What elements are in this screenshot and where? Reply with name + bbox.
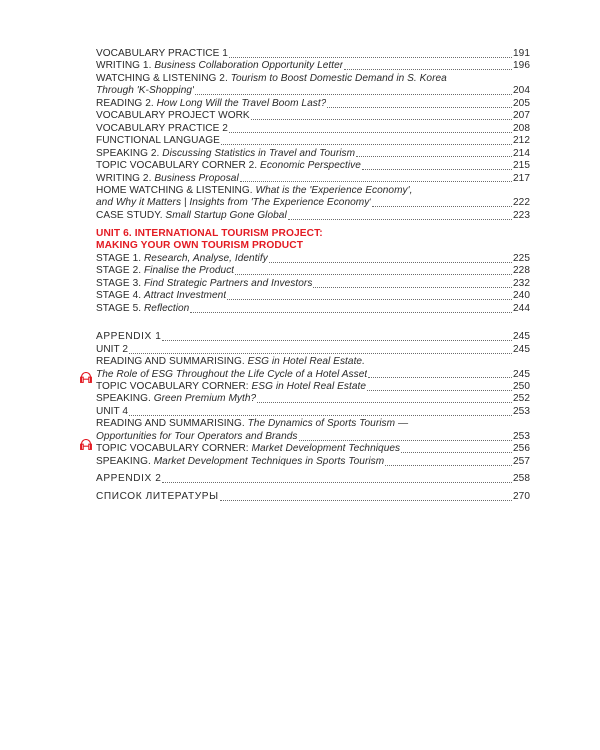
dot-leader (240, 181, 512, 182)
toc-page-number: 245 (513, 368, 530, 380)
toc-entry-title (96, 265, 234, 277)
dot-leader (344, 69, 512, 70)
toc-entry[interactable] (96, 356, 530, 381)
dot-leader (220, 500, 512, 501)
toc-entry[interactable] (96, 443, 530, 455)
toc-entry-title (96, 456, 384, 468)
toc-entry-label: STAGE 5. (96, 302, 144, 314)
toc-entry-line (96, 443, 530, 455)
toc-page-number: 228 (513, 265, 530, 277)
toc-entry[interactable] (96, 185, 530, 210)
dot-leader (227, 299, 512, 300)
toc-entry-subtitle: Attract Investment (143, 290, 227, 302)
toc-entry-appendix-2[interactable] (96, 473, 530, 485)
toc-entry-subtitle: Small Startup Gone Global (165, 209, 287, 221)
toc-entry[interactable] (96, 110, 530, 122)
toc-page-number: 215 (513, 160, 530, 172)
toc-entry-line (96, 210, 530, 222)
toc-entry-label: UNIT 2 (96, 343, 129, 355)
toc-entry-line (96, 135, 530, 147)
dot-leader (235, 274, 512, 275)
toc-entry[interactable] (96, 265, 530, 277)
toc-entry[interactable] (96, 253, 530, 265)
toc-entry[interactable] (96, 123, 530, 135)
toc-entry-line (96, 381, 530, 393)
toc-entry-subtitle: Business Proposal (154, 172, 239, 184)
dot-leader (190, 312, 512, 313)
toc-entry-line (96, 60, 530, 72)
toc-entry-subtitle: Tourism to Boost Domestic Demand in S. Korea (230, 72, 447, 84)
toc-entry-first-line (96, 185, 530, 197)
toc-entry-title (96, 253, 268, 265)
toc-entry[interactable] (96, 303, 530, 315)
toc-entry[interactable] (96, 98, 530, 110)
unit-6-heading-line1: UNIT 6. INTERNATIONAL TOURISM PROJECT: (96, 228, 323, 240)
toc-entry-title: APPENDIX 2 (96, 473, 162, 485)
toc-entry-subtitle: ESG in Hotel Real Estate. (247, 356, 365, 368)
toc-entry-label: STAGE 2. (96, 265, 144, 277)
toc-entry-subtitle: Business Collaboration Opportunity Letter (154, 60, 344, 72)
toc-entry-first-line (96, 356, 530, 368)
toc-entry-subtitle: The Dynamics of Sports Tourism — (247, 418, 409, 430)
toc-entry-title (96, 123, 228, 135)
toc-entry-title (96, 406, 128, 418)
toc-page-number: 232 (513, 277, 530, 289)
toc-entry-label: WATCHING & LISTENING 2. (96, 72, 231, 84)
toc-entry-label: VOCABULARY PRACTICE 2 (96, 122, 228, 134)
dot-leader (362, 169, 512, 170)
toc-entry-subtitle: Economic Perspective (260, 160, 361, 172)
toc-entry[interactable] (96, 278, 530, 290)
toc-page-number: 207 (513, 110, 530, 122)
toc-entry-title (96, 173, 239, 185)
toc-entry-line (96, 173, 530, 185)
toc-entry-title (96, 443, 400, 455)
toc-page-number: 258 (513, 473, 530, 485)
dot-leader (368, 377, 512, 378)
toc-page-number: 245 (513, 343, 530, 355)
dot-leader (229, 132, 512, 133)
toc-entry-label: HOME WATCHING & LISTENING. (96, 184, 256, 196)
toc-entry-label: STAGE 4. (96, 290, 144, 302)
headphones-icon (80, 372, 92, 383)
toc-entry-subtitle-continued: The Role of ESG Throughout the Life Cycle of a Hotel Asset (96, 368, 368, 380)
toc-entry-line (96, 148, 530, 160)
toc-page-number: 205 (513, 97, 530, 109)
toc-page-number: 223 (513, 209, 530, 221)
toc-page-number: 240 (513, 290, 530, 302)
toc-page-number: 196 (513, 60, 530, 72)
toc-entry-subtitle: Reflection (143, 302, 190, 314)
toc-group-appendix-1 (96, 344, 530, 469)
toc-entry-line (96, 98, 530, 110)
dot-leader (356, 156, 512, 157)
dot-leader (269, 262, 512, 263)
toc-entry-appendix-1[interactable] (96, 331, 530, 343)
headphones-icon (80, 439, 92, 450)
toc-entry[interactable] (96, 418, 530, 443)
dot-leader (367, 390, 512, 391)
dot-leader (195, 94, 512, 95)
toc-entry-last-line (96, 431, 530, 443)
toc-entry-line (96, 456, 530, 468)
dot-leader (257, 402, 512, 403)
dot-leader (251, 119, 512, 120)
toc-entry-label: READING 2. (96, 97, 157, 109)
toc-entry-label: READING AND SUMMARISING. (96, 418, 248, 430)
toc-page-number: 191 (513, 48, 530, 59)
toc-entry[interactable] (96, 406, 530, 418)
toc-page-number: 212 (513, 135, 530, 147)
toc-entry-subtitle-continued: and Why it Matters | Insights from 'The Experience Economy' (96, 197, 372, 209)
toc-entry-label: SPEAKING 2. (96, 147, 163, 159)
dot-leader (299, 440, 512, 441)
toc-entry-subtitle: How Long Will the Travel Boom Last? (156, 97, 327, 109)
toc-entry-subtitle: Green Premium Myth? (153, 393, 257, 405)
toc-entry-first-line (96, 73, 530, 85)
toc-entry-subtitle: Market Development Techniques (251, 443, 401, 455)
toc-entry-label: SPEAKING. (96, 455, 154, 467)
toc-page-number: 208 (513, 122, 530, 134)
toc-entry-title (96, 210, 287, 222)
toc-entry-title (96, 303, 189, 315)
toc-entry-line (96, 278, 530, 290)
toc-entry-label: READING AND SUMMARISING. (96, 356, 248, 368)
toc-entry[interactable] (96, 393, 530, 405)
dot-leader (129, 353, 512, 354)
toc-entry-label: WRITING 1. (96, 60, 155, 72)
toc-entry-title (96, 290, 226, 302)
toc-page-number: 253 (513, 405, 530, 417)
dot-leader (129, 415, 512, 416)
toc-entry[interactable] (96, 210, 530, 222)
toc-entry-references[interactable] (96, 491, 530, 503)
dot-leader (327, 107, 512, 108)
dot-leader (372, 206, 512, 207)
toc-entry-last-line (96, 369, 530, 381)
table-of-contents (96, 48, 530, 503)
toc-entry-subtitle-continued: Opportunities for Tour Operators and Brands (96, 430, 298, 442)
toc-entry[interactable] (96, 381, 530, 393)
toc-entry-subtitle: Discussing Statistics in Travel and Tourism (162, 147, 356, 159)
toc-entry-label: WRITING 2. (96, 172, 155, 184)
toc-entry-title (96, 135, 220, 147)
toc-entry-title (96, 98, 326, 110)
toc-entry-line (96, 406, 530, 418)
toc-page-number: 244 (513, 302, 530, 314)
toc-page-number: 225 (513, 252, 530, 264)
toc-entry-subtitle-continued: Through 'K-Shopping' (96, 85, 195, 97)
dot-leader (162, 482, 512, 483)
toc-entry-line (96, 393, 530, 405)
toc-group-unit6 (96, 253, 530, 315)
toc-page-number: 253 (513, 430, 530, 442)
toc-entry-label: VOCABULARY PRACTICE 1 (96, 48, 228, 59)
toc-page-number: 270 (513, 490, 530, 502)
toc-entry-subtitle: What is the 'Experience Economy', (255, 184, 413, 196)
toc-entry-label: TOPIC VOCABULARY CORNER 2. (96, 160, 261, 172)
toc-page-number: 250 (513, 381, 530, 393)
dot-leader (385, 465, 512, 466)
toc-entry-line (96, 303, 530, 315)
toc-page-number: 222 (513, 197, 530, 209)
toc-entry-label: TOPIC VOCABULARY CORNER: (96, 443, 252, 455)
toc-entry-line (96, 265, 530, 277)
toc-entry-last-line (96, 197, 530, 209)
toc-page-number: 256 (513, 443, 530, 455)
toc-entry[interactable] (96, 60, 530, 72)
dot-leader (221, 144, 512, 145)
toc-entry-label: TOPIC VOCABULARY CORNER: (96, 381, 252, 393)
dot-leader (313, 287, 512, 288)
toc-entry-first-line (96, 418, 530, 430)
toc-entry-line (96, 290, 530, 302)
toc-entry[interactable] (96, 73, 530, 98)
toc-page-number: 257 (513, 455, 530, 467)
dot-leader (288, 219, 512, 220)
dot-leader (401, 452, 512, 453)
toc-entry-subtitle: Market Development Techniques in Sports Tourism (153, 455, 385, 467)
toc-entry-title (96, 381, 366, 393)
toc-entry-title (96, 344, 128, 356)
toc-page-number: 217 (513, 172, 530, 184)
toc-entry[interactable] (96, 148, 530, 160)
toc-entry-last-line (96, 85, 530, 97)
toc-entry-subtitle: Finalise the Product (143, 265, 235, 277)
toc-entry-subtitle: ESG in Hotel Real Estate (251, 381, 367, 393)
toc-entry-line (96, 344, 530, 356)
toc-entry[interactable] (96, 160, 530, 172)
toc-entry-title: СПИСОК ЛИТЕРАТУРЫ (96, 490, 219, 502)
unit-6-heading (96, 228, 530, 252)
toc-entry-label: VOCABULARY PROJECT WORK (96, 110, 250, 122)
toc-entry-label: UNIT 4 (96, 405, 129, 417)
dot-leader (229, 57, 512, 58)
toc-entry-title (96, 48, 228, 60)
toc-entry-line (96, 253, 530, 265)
toc-entry-title (96, 60, 343, 72)
toc-entry-line (96, 123, 530, 135)
dot-leader (162, 340, 512, 341)
toc-entry-subtitle: Research, Analyse, Identify (143, 252, 268, 264)
toc-entry-title: APPENDIX 1 (96, 331, 162, 343)
toc-entry-title (96, 160, 361, 172)
toc-entry-label: STAGE 3. (96, 277, 144, 289)
toc-page-number: 245 (513, 331, 530, 343)
toc-entry-subtitle: Find Strategic Partners and Investors (143, 277, 313, 289)
toc-entry-label: SPEAKING. (96, 393, 154, 405)
unit-6-heading-line2: MAKING YOUR OWN TOURISM PRODUCT (96, 240, 304, 252)
toc-entry-title (96, 110, 250, 122)
toc-entry[interactable] (96, 456, 530, 468)
toc-entry-title (96, 278, 312, 290)
toc-page-number: 204 (513, 85, 530, 97)
toc-entry-label: STAGE 1. (96, 252, 144, 264)
toc-entry-title (96, 148, 355, 160)
toc-entry[interactable] (96, 135, 530, 147)
toc-entry-label: FUNCTIONAL LANGUAGE (96, 135, 220, 147)
toc-entry-line (96, 110, 530, 122)
toc-entry-label: CASE STUDY. (96, 209, 166, 221)
toc-entry-title (96, 393, 256, 405)
toc-entry-line (96, 160, 530, 172)
toc-entry[interactable] (96, 173, 530, 185)
toc-entry-line (96, 48, 530, 60)
toc-entry[interactable] (96, 48, 530, 60)
toc-entry[interactable] (96, 344, 530, 356)
toc-group-unit5 (96, 48, 530, 222)
toc-page-number: 252 (513, 393, 530, 405)
toc-entry[interactable] (96, 290, 530, 302)
toc-page-number: 214 (513, 147, 530, 159)
